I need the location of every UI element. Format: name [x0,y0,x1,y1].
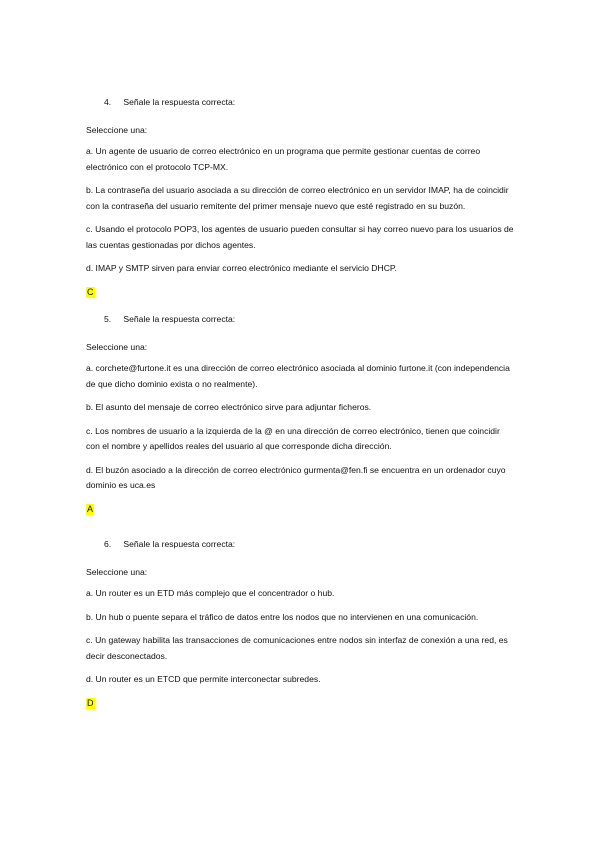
option-c: c. Un gateway habilita las transacciones de comunicaciones entre nodos sin interfaz de conexión a una red, es decir desconectados. [86,635,508,661]
question-title [104,537,516,551]
question-number: 4. [104,97,112,107]
question-number: 6. [104,539,112,549]
highlighted-answer: D [87,697,94,708]
option-c: c. Los nombres de usuario a la izquierda de la @ en una dirección de correo electrónico, tienen que coincidir con el nombre y apellidos reales del usuario al que corresponde dicha dirección. [86,425,500,451]
highlighted-answer: C [87,286,94,297]
option-a: a. Un router es un ETD más complejo que el concentrador o hub. [86,588,335,598]
question-number: 5. [104,314,112,324]
option-b: b. El asunto del mensaje de correo electrónico sirve para adjuntar ficheros. [86,402,372,412]
option-a: a. Un agente de usuario de correo electrónico en un programa que permite gestionar cuentas de correo electrónico con el protocolo TCP-MX. [86,146,481,172]
question-heading: Señale la respuesta correcta: [123,539,236,549]
select-prompt: Seleccione una: [86,342,148,352]
question-6 [86,537,516,709]
option-b: b. La contraseña del usuario asociada a su dirección de correo electrónico en un servidor IMAP, ha de coincidir con la contraseña del usuario remitente del primer mensaje nuevo que esté registrado en su buzón. [86,185,509,211]
question-title [104,95,516,109]
question-5 [86,312,516,515]
question-4 [86,95,516,298]
question-heading: Señale la respuesta correcta: [123,97,236,107]
highlighted-answer: A [87,503,94,514]
option-d: d. IMAP y SMTP sirven para enviar correo electrónico mediante el servicio DHCP. [86,263,397,273]
select-prompt: Seleccione una: [86,125,148,135]
select-prompt: Seleccione una: [86,567,148,577]
option-d: d. El buzón asociado a la dirección de correo electrónico gurmenta@fen.fi se encuentra en un ordenador cuyo dominio es uca.es [86,464,506,490]
question-heading: Señale la respuesta correcta: [123,314,236,324]
option-a: a. corchete@furtone.it es una dirección de correo electrónico asociada al dominio furtone.it (con independencia de que dicho dominio exista o no realmente). [86,363,510,389]
option-d: d. Un router es un ETCD que permite interconectar subredes. [86,674,321,684]
question-title [104,312,516,326]
option-c: c. Usando el protocolo POP3, los agentes de usuario pueden consultar si hay correo nuevo para los usuarios de las cuentas gestionadas por dichos agentes. [86,224,514,250]
option-b: b. Un hub o puente separa el tráfico de datos entre los nodos que no intervienen en una comunicación. [86,611,479,622]
